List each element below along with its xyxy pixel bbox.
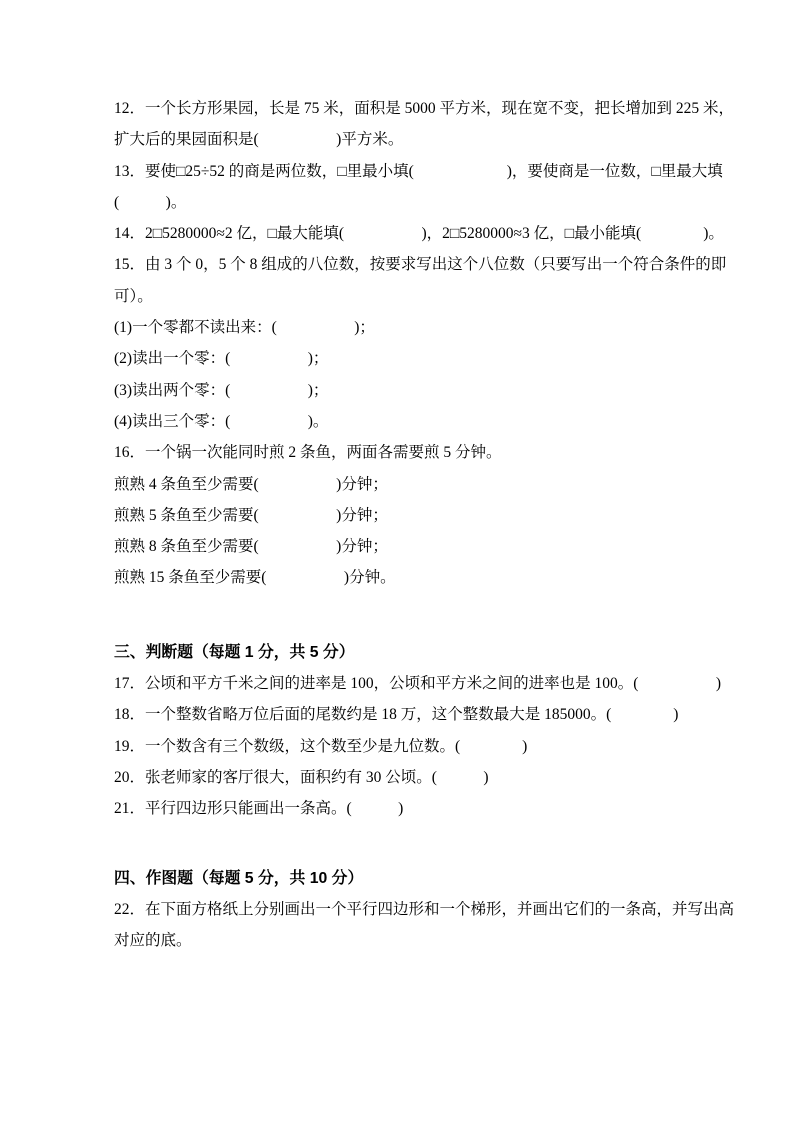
question-line: 20．张老师家的客厅很大，面积约有 30 公顷。( ) [114, 768, 489, 786]
question-line: 15．由 3 个 0，5 个 8 组成的八位数，按要求写出这个八位数（只要写出一个符合条件的即 [114, 256, 727, 274]
question-line: 煎熟 8 条鱼至少需要( )分钟； [114, 538, 388, 556]
question-line: 扩大后的果园面积是( )平方米。 [114, 131, 404, 149]
question-line: 煎熟 5 条鱼至少需要( )分钟； [114, 506, 388, 524]
question-line: 13．要使□25÷52 的商是两位数，□里最小填( )，要使商是一位数，□里最大填 [114, 162, 723, 180]
question-line: 14．2□5280000≈2 亿，□最大能填( )，2□5280000≈3 亿，□最小能填( )。 [114, 225, 724, 243]
question-line: (2)读出一个零：( )； [114, 350, 329, 368]
question-line: 17．公顷和平方千米之间的进率是 100，公顷和平方米之间的进率也是 100。( ) [114, 675, 722, 693]
question-line: 煎熟 4 条鱼至少需要( )分钟； [114, 475, 388, 493]
section-4-heading: 四、作图题（每题 5 分，共 10 分） [114, 869, 364, 887]
question-line: (1)一个零都不读出来：( )； [114, 319, 375, 337]
question-line: 19．一个数含有三个数级，这个数至少是九位数。( ) [114, 737, 528, 755]
question-line: (3)读出两个零：( )； [114, 381, 329, 399]
question-line: 22．在下面方格纸上分别画出一个平行四边形和一个梯形，并画出它们的一条高，并写出高 [114, 900, 735, 918]
question-line: (4)读出三个零：( )。 [114, 412, 329, 430]
document-body [114, 93, 735, 956]
question-line: 16．一个锅一次能同时煎 2 条鱼，两面各需要煎 5 分钟。 [114, 444, 502, 462]
question-line: 12．一个长方形果园，长是 75 米，面积是 5000 平方米，现在宽不变，把长增加到 225 米， [114, 100, 735, 117]
question-line: 煎熟 15 条鱼至少需要( )分钟。 [114, 569, 396, 587]
section-3-heading: 三、判断题（每题 1 分，共 5 分） [114, 643, 355, 661]
question-line: 对应的底。 [114, 932, 192, 950]
question-line: ( )。 [114, 193, 187, 211]
question-line: 18．一个整数省略万位后面的尾数约是 18 万，这个整数最大是 185000。( ) [114, 706, 679, 724]
question-line: 可）。 [114, 287, 153, 305]
question-line: 21．平行四边形只能画出一条高。( ) [114, 800, 404, 818]
